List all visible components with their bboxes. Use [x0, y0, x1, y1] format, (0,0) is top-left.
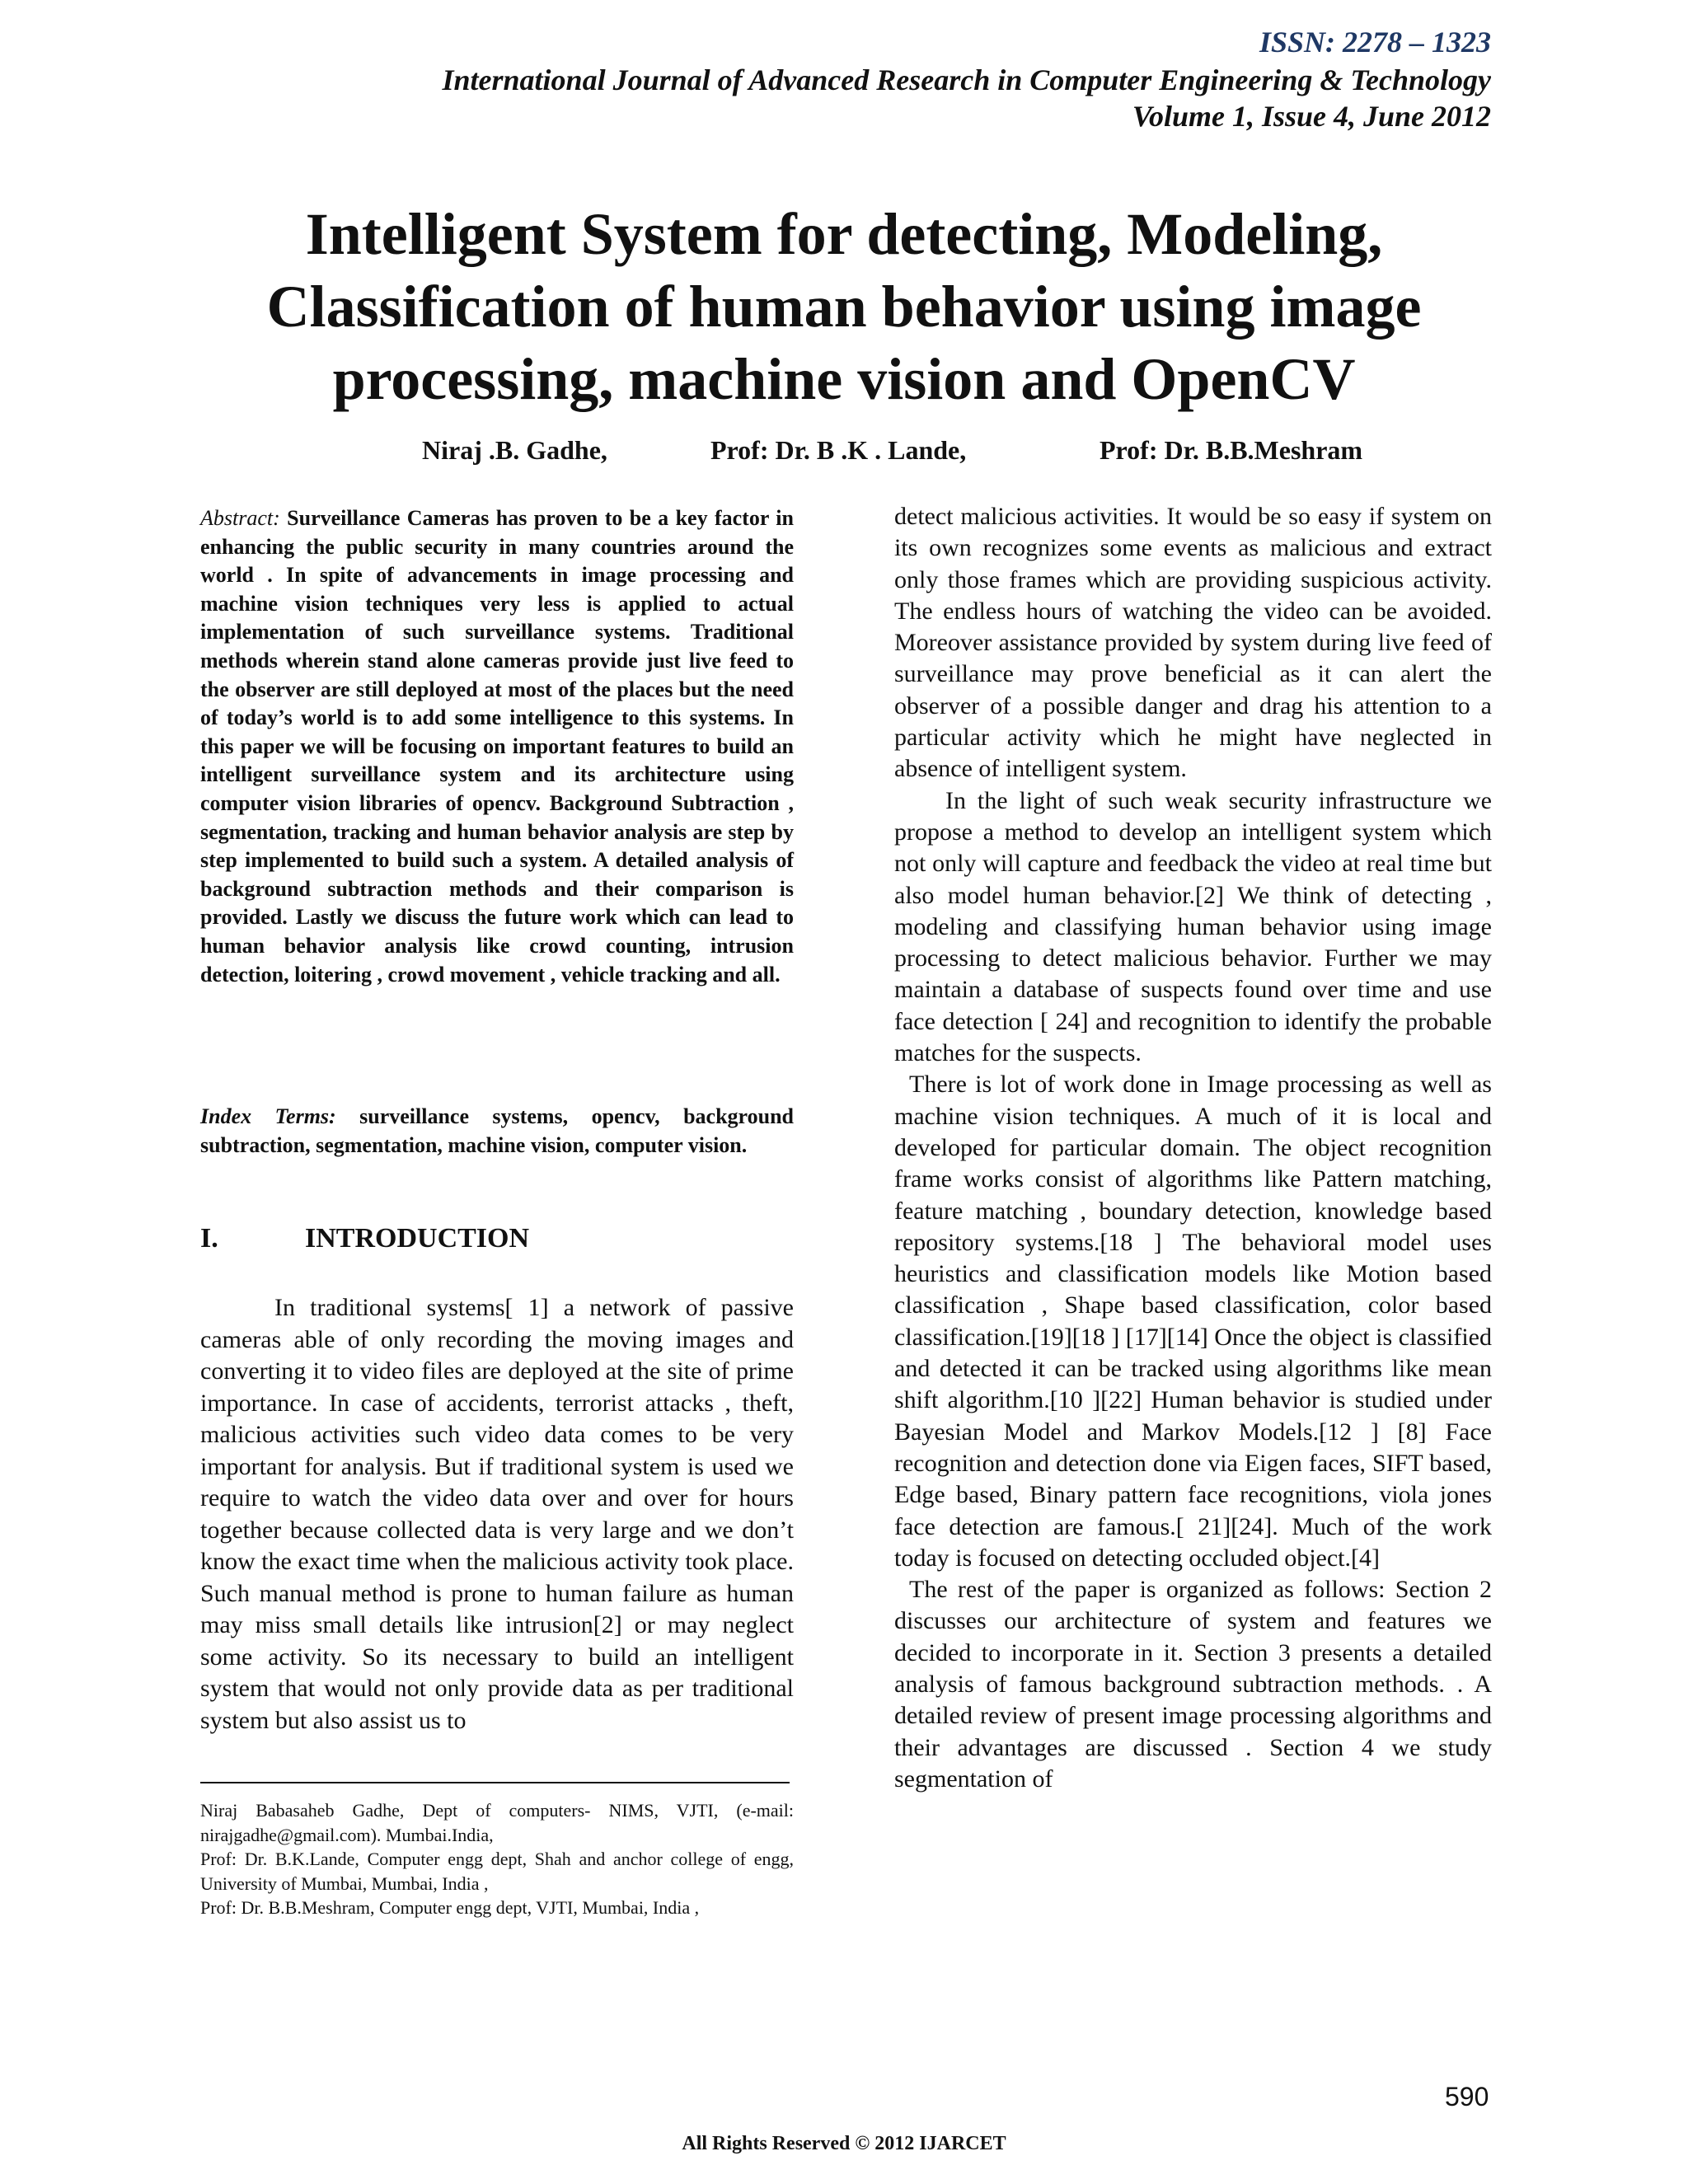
section-number: I. — [200, 1223, 218, 1254]
author-1: Niraj .B. Gadhe, — [422, 435, 607, 465]
footnote: Prof: Dr. B.K.Lande, Computer engg dept, Shah and anchor college of engg, University of Mumbai, Mumbai, India , — [200, 1849, 794, 1894]
abstract-text: Surveillance Cameras has proven to be a key factor in enhancing the public security in many countries around the world . In spite of advancements in image processing and machine vision techniques very less is applied to actual implementation of such surveillance systems. Traditional methods wherein stand alone cameras provide just live feed to the observer are still deployed at most of the places but the need of today’s world is to add some intelligence to this systems. In this paper we will be focusing on important features to build an intelligent surveillance system and its architecture using computer vision libraries of opencv. Background Subtraction , segmentation, tracking and human behavior analysis are step by step implemented to build such a system. A detailed analysis of background subtraction methods and their comparison is provided. Lastly we discuss the future work which can lead to human behavior analysis like crowd counting, intrusion detection, loitering , crowd movement , vehicle tracking and all. — [200, 506, 794, 987]
index-terms-label: Index Terms: — [200, 1104, 336, 1128]
right-column — [894, 501, 1492, 1795]
abstract — [200, 504, 794, 989]
page-number: 590 — [1445, 2082, 1489, 2111]
author-2: Prof: Dr. B .K . Lande, — [710, 435, 967, 465]
author-footnotes — [200, 1798, 794, 1920]
intro-paragraph: In traditional systems[ 1] a network of passive cameras able of only recording the moving images and converting it to video files are deployed at the site of prime importance. In case of accidents, terrorist attacks , theft, malicious activities such video data comes to be very important for analysis. But if traditional system is used we require to watch the video data over and over for hours together because collected data is very large and we don’t know the exact time when the malicious activity took place. Such manual method is prone to human failure as human may miss small details like intrusion[2] or may neglect some activity. So its necessary to build an intelligent system that would not only provide data as per traditional system but also assist us to — [200, 1294, 794, 1734]
section-title: INTRODUCTION — [305, 1223, 530, 1254]
footnote-rule — [200, 1782, 790, 1783]
body-paragraph: In the light of such weak security infrastructure we propose a method to develop an intelligent system which not only will capture and feedback the video at real time but also model human behavior.[2] We think of detecting , modeling and classifying human behavior using image processing to detect malicious behavior. Further we may maintain a database of suspects found over time and use face detection [ 24] and recognition to identify the probable matches for the suspects. — [894, 786, 1492, 1067]
body-paragraph: There is lot of work done in Image processing as well as machine vision techniques. A much of it is local and developed for particular domain. The object recognition frame works consist of algorithms like Pattern matching, feature matching , boundary detection, knowledge based repository systems.[18 ] The behavioral model uses heuristics and classification models like Motion based classification , Shape based classification, color based classification.[19][18 ] [17][14] Once the object is classified and detected it can be tracked using algorithms like mean shift algorithm.[10 ][22] Human behavior is studied under Bayesian Model and Markov Models.[12 ] [8] Face recognition and detection done via Eigen faces, SIFT based, Edge based, Binary pattern face recognitions, viola jones face detection are famous.[ 21][24]. Much of the work today is focused on detecting occluded object.[4] — [894, 1071, 1492, 1572]
abstract-label: Abstract: — [200, 506, 280, 530]
issn-header: ISSN: 2278 – 1323 — [1259, 26, 1491, 59]
copyright-footer: All Rights Reserved © 2012 IJARCET — [682, 2133, 1006, 2154]
section-heading — [200, 1223, 529, 1254]
title-line: Classification of human behavior using image — [266, 274, 1422, 340]
title-line: processing, machine vision and OpenCV — [332, 346, 1356, 412]
footnote: Niraj Babasaheb Gadhe, Dept of computers- NIMS, VJTI, (e-mail: nirajgadhe@gmail.com). Mumbai.India, — [200, 1800, 794, 1845]
author-3: Prof: Dr. B.B.Meshram — [1100, 435, 1363, 465]
paper-title — [165, 198, 1523, 415]
body-paragraph: The rest of the paper is organized as follows: Section 2 discusses our architecture of system and features we decided to incorporate in it. Section 3 presents a detailed analysis of famous background subtraction methods. . A detailed review of present image processing algorithms and their advantages are discussed . Section 4 we study segmentation of — [894, 1576, 1492, 1793]
index-terms — [200, 1103, 794, 1160]
body-paragraph: detect malicious activities. It would be so easy if system on its own recognizes some events as malicious and extract only those frames which are providing suspicious activity. The endless hours of watching the video can be avoided. Moreover assistance provided by system during live feed of surveillance may prove beneficial as it can alert the observer of a possible danger and drag his attention to a particular activity which he might have neglected in absence of intelligent system. — [894, 503, 1492, 783]
journal-volume: Volume 1, Issue 4, June 2012 — [1132, 100, 1491, 133]
footnote: Prof: Dr. B.B.Meshram, Computer engg dept, VJTI, Mumbai, India , — [200, 1897, 700, 1918]
title-line: Intelligent System for detecting, Modeling, — [305, 201, 1383, 267]
index-terms-text: surveillance systems, opencv, background subtraction, segmentation, machine vision, computer vision. — [200, 1104, 794, 1157]
journal-name: International Journal of Advanced Research in Computer Engineering & Technology — [442, 63, 1491, 96]
